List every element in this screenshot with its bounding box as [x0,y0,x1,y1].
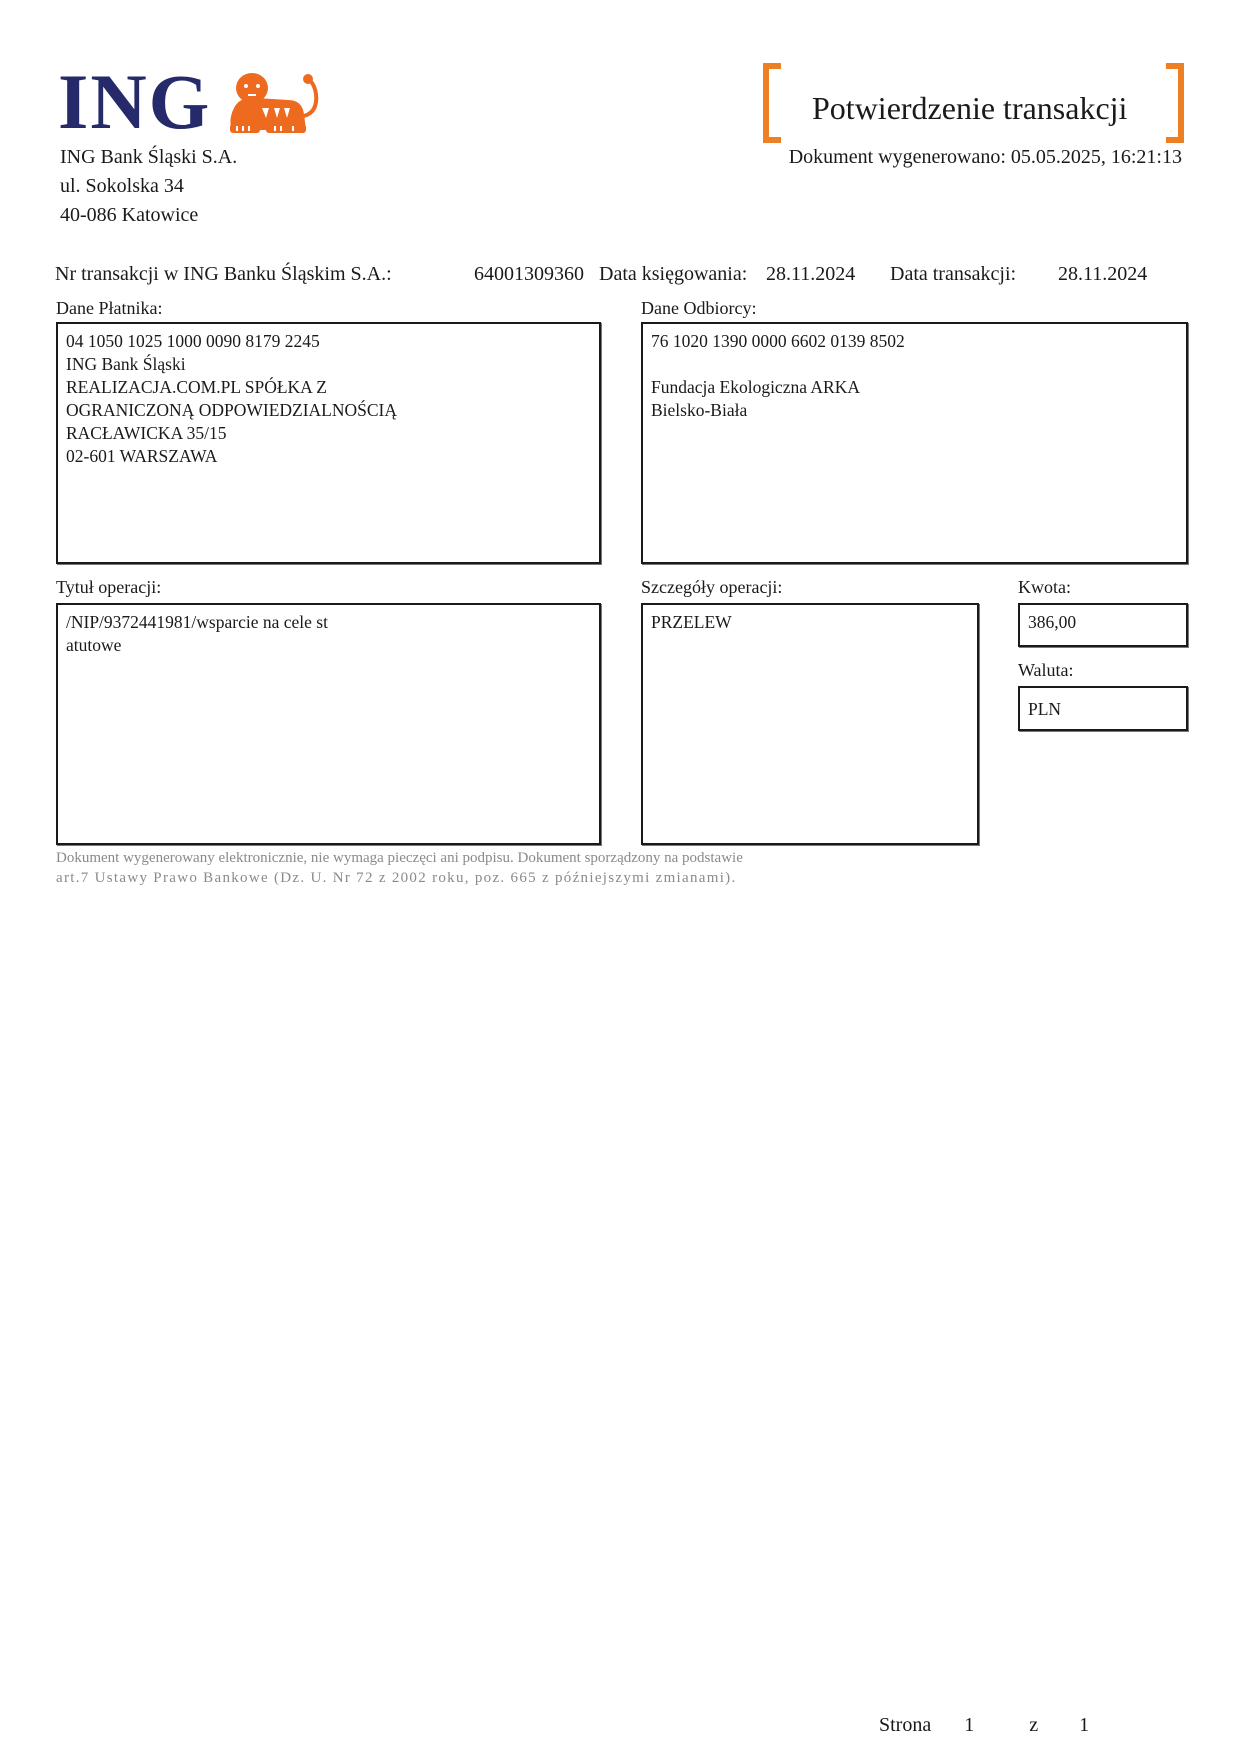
currency-value: PLN [1028,699,1062,719]
generated-value: 05.05.2025, 16:21:13 [1010,146,1182,168]
operation-title-line: /NIP/9372441981/wsparcie na cele st [66,612,328,632]
bank-name: ING Bank Śląski S.A. [60,146,238,168]
recipient-line: Bielsko-Biała [651,400,748,420]
payer-box [56,322,601,564]
footnote-line-2: art.7 Ustawy Prawo Bankowe (Dz. U. Nr 72 z 2002 roku, poz. 665 z późniejszymi zmianami). [56,870,737,886]
pagination-current: 1 [964,1714,975,1736]
payer-line: 04 1050 1025 1000 0090 8179 2245 [66,331,320,351]
operation-details-label: Szczegóły operacji: [641,577,783,597]
pagination [879,1714,1089,1737]
payer-line: 02-601 WARSZAWA [66,446,218,466]
pagination-of: z [1029,1714,1039,1736]
payer-label: Dane Płatnika: [56,298,163,318]
amount-box [1018,603,1188,647]
left-bracket-icon [763,63,781,143]
recipient-line: Fundacja Ekologiczna ARKA [651,377,860,397]
amount-label: Kwota: [1018,577,1071,597]
payer-line: OGRANICZONĄ ODPOWIEDZIALNOŚCIĄ [66,400,398,420]
payer-line: REALIZACJA.COM.PL SPÓŁKA Z [66,377,327,397]
operation-title-box [56,603,601,845]
recipient-label: Dane Odbiorcy: [641,298,757,318]
operation-title-line: atutowe [66,635,122,655]
generated-label: Dokument wygenerowano: [788,146,1006,168]
page-title: Potwierdzenie transakcji [812,90,1128,126]
transaction-date-label: Data transakcji: [890,263,1017,285]
pagination-total: 1 [1079,1714,1090,1736]
footnote-line-1: Dokument wygenerowany elektronicznie, nie wymaga pieczęci ani podpisu. Dokument sporządzony na podstawie [56,850,743,866]
transaction-date-value: 28.11.2024 [1058,263,1148,285]
currency-label: Waluta: [1018,660,1074,680]
right-bracket-icon [1166,63,1184,143]
recipient-line: 76 1020 1390 0000 6602 0139 8502 [651,331,905,351]
recipient-box [641,322,1188,564]
generated-info [789,146,1182,169]
transaction-nr-value: 64001309360 [474,263,584,285]
operation-details-box [641,603,979,845]
pagination-label: Strona [879,1714,932,1736]
payer-line: ING Bank Śląski [66,354,186,374]
payer-line: RACŁAWICKA 35/15 [66,423,227,443]
booking-date-value: 28.11.2024 [766,263,856,285]
bank-street: ul. Sokolska 34 [60,175,184,197]
booking-date-label: Data księgowania: [599,263,748,285]
amount-value: 386,00 [1028,612,1077,632]
operation-title-label: Tytuł operacji: [56,577,162,597]
bank-city: 40-086 Katowice [60,204,199,226]
transaction-nr-label: Nr transakcji w ING Banku Śląskim S.A.: [55,263,392,285]
operation-details-value: PRZELEW [651,612,732,632]
lion-logo-icon [226,68,322,136]
currency-box [1018,686,1188,731]
ing-logo-text: ING [58,58,212,145]
recipient-line [651,353,905,376]
